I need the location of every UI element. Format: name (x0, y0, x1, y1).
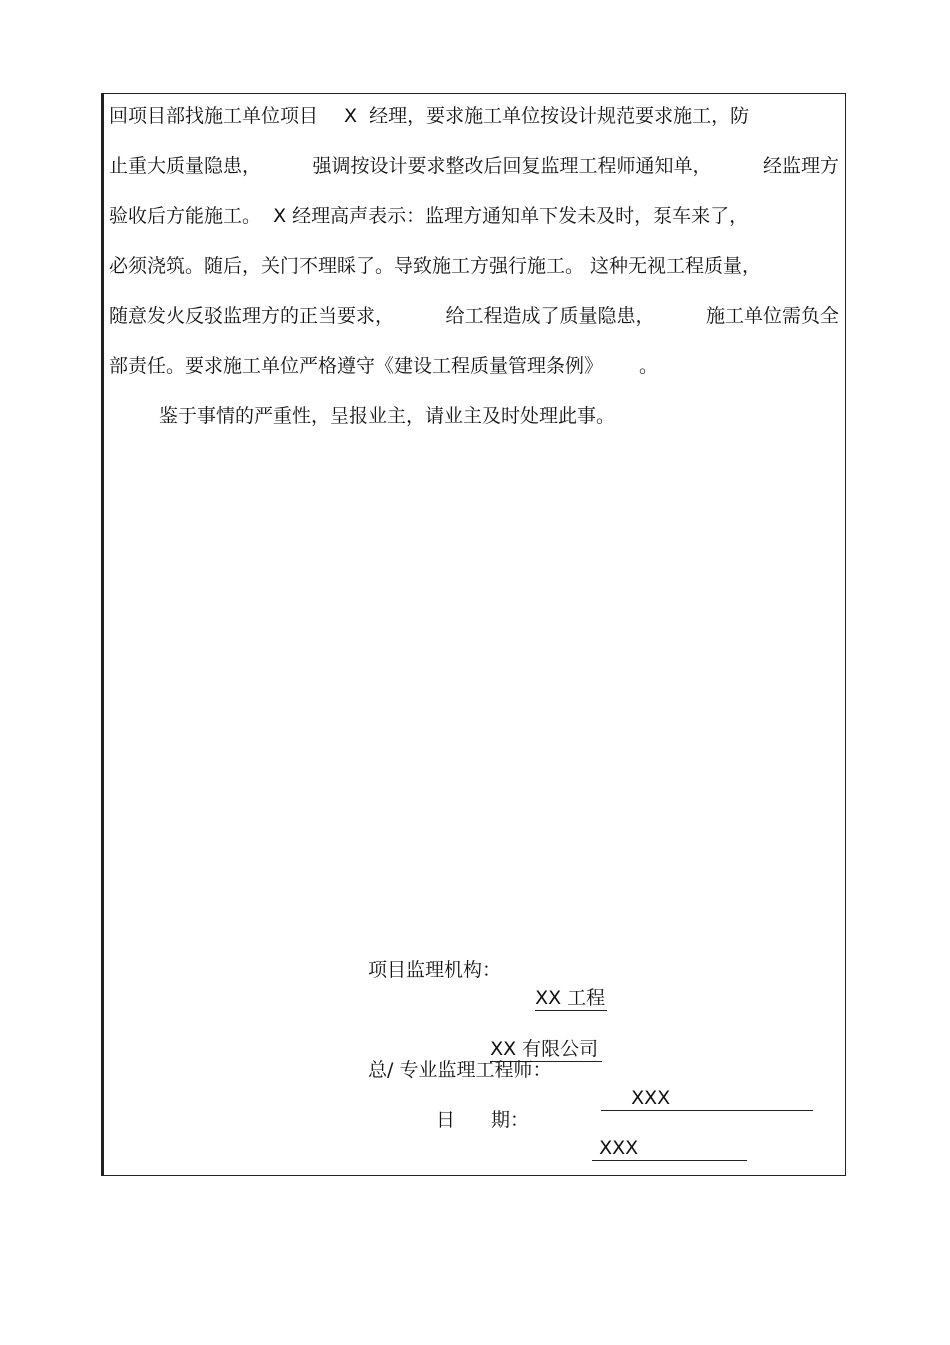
org-label: 项目监理机构： (368, 959, 502, 981)
body-text-segment: 施工单位需负全 (705, 305, 839, 327)
date-label-char-2: 期： (491, 1109, 530, 1131)
date-label-char-1: 日 (436, 1109, 456, 1131)
date-value: XXX (592, 1136, 747, 1161)
body-line-5 (109, 298, 839, 348)
body-text-segment: X 经理，要求施工单位按设计规范要求施工，防 (344, 105, 750, 127)
engineer-value: XXX (601, 1086, 813, 1111)
body-text-segment: 必须浇筑。随后，关门不理睬了。导致施工方强行施工。 这种无视工程质量， (109, 255, 762, 277)
body-line-4 (109, 248, 839, 298)
report-body (109, 98, 839, 448)
org-name-line-1: XX 工程 (535, 987, 606, 1009)
body-text-segment: 随意发火反驳监理方的正当要求， (109, 305, 395, 327)
body-text-segment: 验收后方能施工。 X 经理高声表示：监理方通知单下发未及时，泵车来了， (109, 205, 749, 227)
body-text-segment: 回项目部找施工单位项目 (109, 105, 319, 127)
body-line-1 (109, 98, 839, 148)
engineer-label: 总/ 专业监理工程师： (368, 1059, 552, 1081)
closing-line (109, 398, 839, 448)
org-name-line-2: XX 有限公司 (490, 1037, 602, 1062)
body-text-segment: 给工程造成了质量隐患， (445, 305, 655, 327)
body-line-6 (109, 348, 839, 398)
closing-text: 鉴于事情的严重性，呈报业主，请业主及时处理此事。 (159, 405, 616, 427)
body-line-3 (109, 198, 839, 248)
body-line-2 (109, 148, 839, 198)
date-signature-line (580, 1106, 747, 1162)
org-line-1 (523, 956, 607, 1012)
engineer-signature-line (589, 1056, 813, 1112)
body-text-segment: 止重大质量隐患， (109, 155, 262, 177)
body-text-segment: 经监理方 (762, 155, 839, 177)
body-text-segment: 强调按设计要求整改后回复监理工程师通知单， (312, 155, 712, 177)
body-text-segment: 部责任。要求施工单位严格遵守《建设工程质量管理条例》 (109, 355, 604, 377)
org-line-2 (478, 1007, 602, 1063)
body-text-segment: 。 (639, 355, 659, 377)
